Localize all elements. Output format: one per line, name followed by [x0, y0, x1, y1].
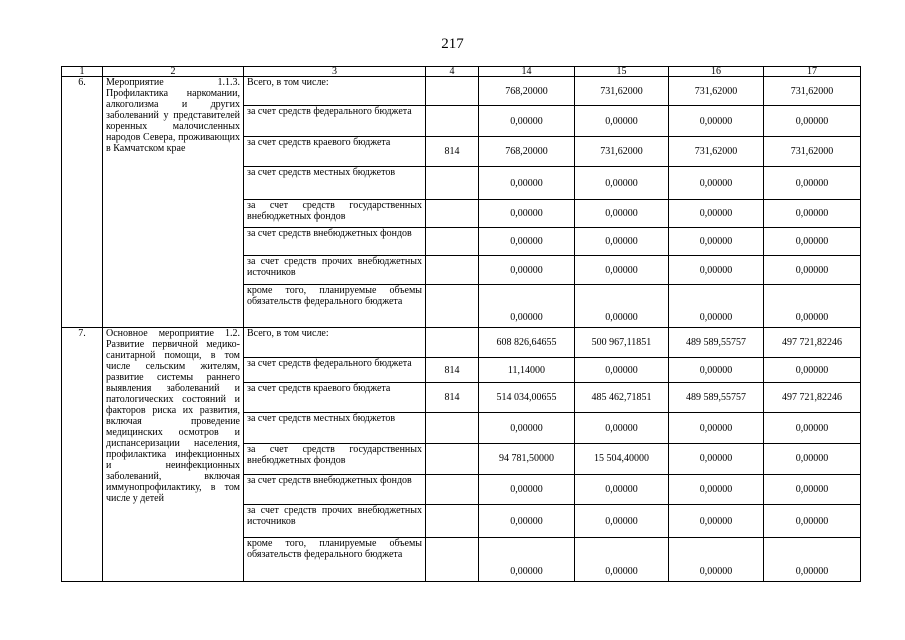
- budget-code: 814: [426, 383, 479, 413]
- amount-cell: 489 589,55757: [669, 383, 764, 413]
- activity-name: Основное мероприятие 1.2. Развитие первичной медико-санитарной помощи, в том числе сельским жителям, развитие системы раннего выявления заболеваний и патологических состояний и факторов риска их развития, включая проведение медицинских осмотров и диспансеризации населения, профилактика инфекционных и неинфекционных заболеваний, включая иммунопрофилактику, в том числе у детей: [103, 328, 244, 582]
- table-body: [62, 77, 861, 582]
- budget-code: [426, 106, 479, 137]
- amount-cell: 514 034,00655: [479, 383, 575, 413]
- budget-code: [426, 256, 479, 285]
- amount-cell: 0,00000: [575, 285, 669, 328]
- funding-source: за счет средств внебюджетных фондов: [244, 475, 426, 505]
- budget-code: [426, 505, 479, 538]
- funding-source: за счет средств краевого бюджета: [244, 383, 426, 413]
- amount-cell: 11,14000: [479, 358, 575, 383]
- budget-code: [426, 475, 479, 505]
- amount-cell: 0,00000: [669, 475, 764, 505]
- amount-cell: 497 721,82246: [764, 383, 861, 413]
- funding-source: за счет средств прочих внебюджетных источников: [244, 256, 426, 285]
- column-header: 15: [575, 67, 669, 77]
- amount-cell: 0,00000: [764, 200, 861, 228]
- amount-cell: 489 589,55757: [669, 328, 764, 358]
- budget-code: [426, 328, 479, 358]
- amount-cell: 0,00000: [764, 413, 861, 444]
- funding-source: за счет средств местных бюджетов: [244, 413, 426, 444]
- amount-cell: 0,00000: [575, 256, 669, 285]
- table-row: [62, 328, 861, 358]
- amount-cell: 0,00000: [764, 444, 861, 475]
- amount-cell: 0,00000: [669, 285, 764, 328]
- amount-cell: 0,00000: [669, 167, 764, 200]
- amount-cell: 731,62000: [669, 137, 764, 167]
- amount-cell: 0,00000: [575, 358, 669, 383]
- item-number: 7.: [62, 328, 103, 582]
- amount-cell: 0,00000: [575, 106, 669, 137]
- amount-cell: 0,00000: [669, 200, 764, 228]
- amount-cell: 0,00000: [669, 256, 764, 285]
- column-header: 16: [669, 67, 764, 77]
- funding-source: кроме того, планируемые объемы обязательств федерального бюджета: [244, 538, 426, 582]
- amount-cell: 0,00000: [669, 358, 764, 383]
- column-header: 2: [103, 67, 244, 77]
- funding-source: за счет средств федерального бюджета: [244, 106, 426, 137]
- budget-code: [426, 444, 479, 475]
- amount-cell: 731,62000: [575, 77, 669, 106]
- amount-cell: 0,00000: [669, 413, 764, 444]
- amount-cell: 768,20000: [479, 77, 575, 106]
- column-header: 17: [764, 67, 861, 77]
- amount-cell: 0,00000: [764, 285, 861, 328]
- budget-code: [426, 167, 479, 200]
- column-header: 14: [479, 67, 575, 77]
- funding-source: за счет средств местных бюджетов: [244, 167, 426, 200]
- funding-source: Всего, в том числе:: [244, 328, 426, 358]
- amount-cell: 497 721,82246: [764, 328, 861, 358]
- amount-cell: 768,20000: [479, 137, 575, 167]
- column-header: 1: [62, 67, 103, 77]
- funding-source: за счет средств внебюджетных фондов: [244, 228, 426, 256]
- amount-cell: 500 967,11851: [575, 328, 669, 358]
- funding-source: за счет средств федерального бюджета: [244, 358, 426, 383]
- amount-cell: 0,00000: [479, 200, 575, 228]
- funding-source: Всего, в том числе:: [244, 77, 426, 106]
- activity-name: Мероприятие 1.1.3. Профилактика наркомании, алкоголизма и других заболеваний у представителей коренных малочисленных народов Севера, проживающих в Камчатском крае: [103, 77, 244, 328]
- amount-cell: 15 504,40000: [575, 444, 669, 475]
- amount-cell: 0,00000: [575, 167, 669, 200]
- amount-cell: 731,62000: [669, 77, 764, 106]
- amount-cell: 731,62000: [764, 137, 861, 167]
- item-number: 6.: [62, 77, 103, 328]
- amount-cell: 0,00000: [669, 228, 764, 256]
- budget-code: [426, 77, 479, 106]
- amount-cell: 0,00000: [669, 444, 764, 475]
- column-header: 4: [426, 67, 479, 77]
- amount-cell: 0,00000: [764, 358, 861, 383]
- amount-cell: 485 462,71851: [575, 383, 669, 413]
- amount-cell: 0,00000: [479, 256, 575, 285]
- amount-cell: 731,62000: [764, 77, 861, 106]
- amount-cell: 0,00000: [764, 505, 861, 538]
- funding-source: за счет средств краевого бюджета: [244, 137, 426, 167]
- budget-code: [426, 285, 479, 328]
- budget-code: 814: [426, 137, 479, 167]
- table-row: [62, 77, 861, 106]
- amount-cell: 94 781,50000: [479, 444, 575, 475]
- header-row: [62, 67, 861, 77]
- amount-cell: 0,00000: [764, 256, 861, 285]
- amount-cell: 0,00000: [479, 475, 575, 505]
- amount-cell: 0,00000: [479, 228, 575, 256]
- budget-code: 814: [426, 358, 479, 383]
- amount-cell: 0,00000: [479, 413, 575, 444]
- amount-cell: 0,00000: [479, 505, 575, 538]
- amount-cell: 0,00000: [479, 106, 575, 137]
- budget-code: [426, 200, 479, 228]
- amount-cell: 0,00000: [479, 167, 575, 200]
- column-header: 3: [244, 67, 426, 77]
- budget-code: [426, 413, 479, 444]
- budget-code: [426, 538, 479, 582]
- amount-cell: 0,00000: [575, 228, 669, 256]
- amount-cell: 0,00000: [575, 200, 669, 228]
- budget-code: [426, 228, 479, 256]
- amount-cell: 731,62000: [575, 137, 669, 167]
- amount-cell: 0,00000: [575, 413, 669, 444]
- funding-source: за счет средств государственных внебюджетных фондов: [244, 200, 426, 228]
- amount-cell: 0,00000: [764, 475, 861, 505]
- page-number: 217: [441, 36, 464, 52]
- amount-cell: 0,00000: [575, 538, 669, 582]
- funding-source: кроме того, планируемые объемы обязательств федерального бюджета: [244, 285, 426, 328]
- amount-cell: 0,00000: [764, 106, 861, 137]
- amount-cell: 0,00000: [764, 228, 861, 256]
- funding-source: за счет средств прочих внебюджетных источников: [244, 505, 426, 538]
- amount-cell: 608 826,64655: [479, 328, 575, 358]
- amount-cell: 0,00000: [479, 285, 575, 328]
- amount-cell: 0,00000: [669, 106, 764, 137]
- amount-cell: 0,00000: [479, 538, 575, 582]
- amount-cell: 0,00000: [669, 538, 764, 582]
- amount-cell: 0,00000: [669, 505, 764, 538]
- amount-cell: 0,00000: [575, 475, 669, 505]
- amount-cell: 0,00000: [575, 505, 669, 538]
- amount-cell: 0,00000: [764, 538, 861, 582]
- funding-source: за счет средств государственных внебюджетных фондов: [244, 444, 426, 475]
- budget-table: [61, 66, 861, 582]
- amount-cell: 0,00000: [764, 167, 861, 200]
